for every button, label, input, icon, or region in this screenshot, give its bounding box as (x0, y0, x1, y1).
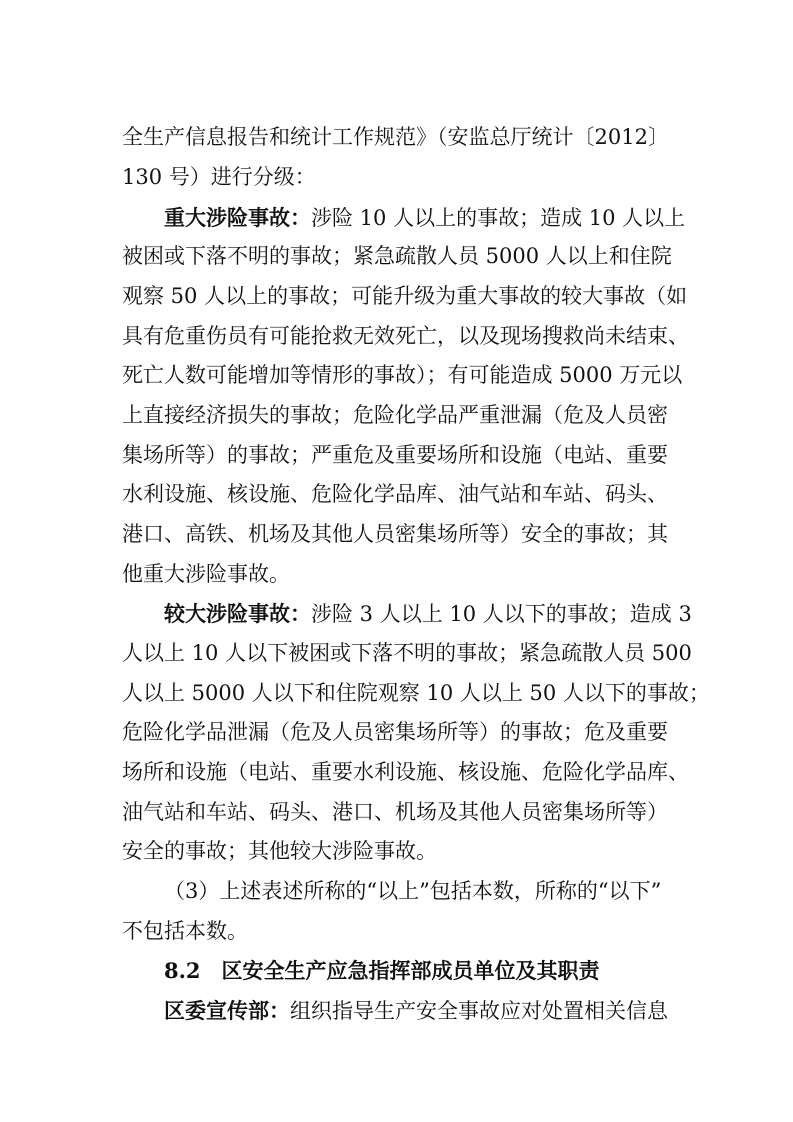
text-line: 死亡人数可能增加等情形的事故）；有可能造成 5000 万元以 (122, 363, 683, 387)
text-line: 油气站和车站、码头、港口、机场及其他人员密集场所等） (122, 800, 668, 824)
paragraph-major-incident: 重大涉险事故：涉险 10 人以上的事故；造成 10 人以上 (164, 205, 686, 230)
text-line: 上直接经济损失的事故；危险化学品严重泄漏（危及人员密 (122, 403, 668, 427)
text-line: 具有危重伤员有可能抢救无效死亡，以及现场搜救尚未结束、 (122, 324, 689, 348)
text-line: 观察 50 人以上的事故；可能升级为重大事故的较大事故（如 (122, 284, 688, 308)
term-heading: 重大涉险事故： (164, 205, 311, 230)
text-line: 危险化学品泄漏（危及人员密集场所等）的事故；危及重要 (122, 720, 668, 744)
text-line: 人以上 5000 人以下和住院观察 10 人以上 50 人以下的事故； (122, 681, 710, 705)
text-line: 被困或下落不明的事故；紧急疏散人员 5000 人以上和住院 (122, 244, 672, 268)
text-line: 130 号）进行分级： (122, 165, 316, 189)
text-line: 集场所等）的事故；严重危及重要场所和设施（电站、重要 (122, 443, 668, 467)
term-heading: 区委宣传部： (164, 998, 290, 1023)
text-line: 场所和设施（电站、重要水利设施、核设施、危险化学品库、 (122, 760, 689, 784)
paragraph-propaganda-dept: 区委宣传部：组织指导生产安全事故应对处置相关信息 (164, 998, 668, 1023)
text-line: 人以上 10 人以下被困或下落不明的事故；紧急疏散人员 500 (122, 641, 692, 665)
term-heading: 较大涉险事故： (164, 601, 311, 626)
paragraph-note: （3）上述表述所称的“以上”包括本数，所称的“以下” (164, 879, 662, 903)
text-line: 不包括本数。 (122, 919, 248, 943)
text-line: 全生产信息报告和统计工作规范》（安监总厅统计〔2012〕 (122, 125, 669, 149)
text-line: 安全的事故；其他较大涉险事故。 (122, 839, 437, 863)
section-heading: 8.2 区安全生产应急指挥部成员单位及其职责 (164, 958, 600, 983)
text-line: 他重大涉险事故。 (122, 562, 290, 586)
text-line: 水利设施、核设施、危险化学品库、油气站和车站、码头、 (122, 482, 668, 506)
paragraph-larger-incident: 较大涉险事故：涉险 3 人以上 10 人以下的事故；造成 3 (164, 601, 692, 626)
text-line: 港口、高铁、机场及其他人员密集场所等）安全的事故；其 (122, 522, 668, 546)
